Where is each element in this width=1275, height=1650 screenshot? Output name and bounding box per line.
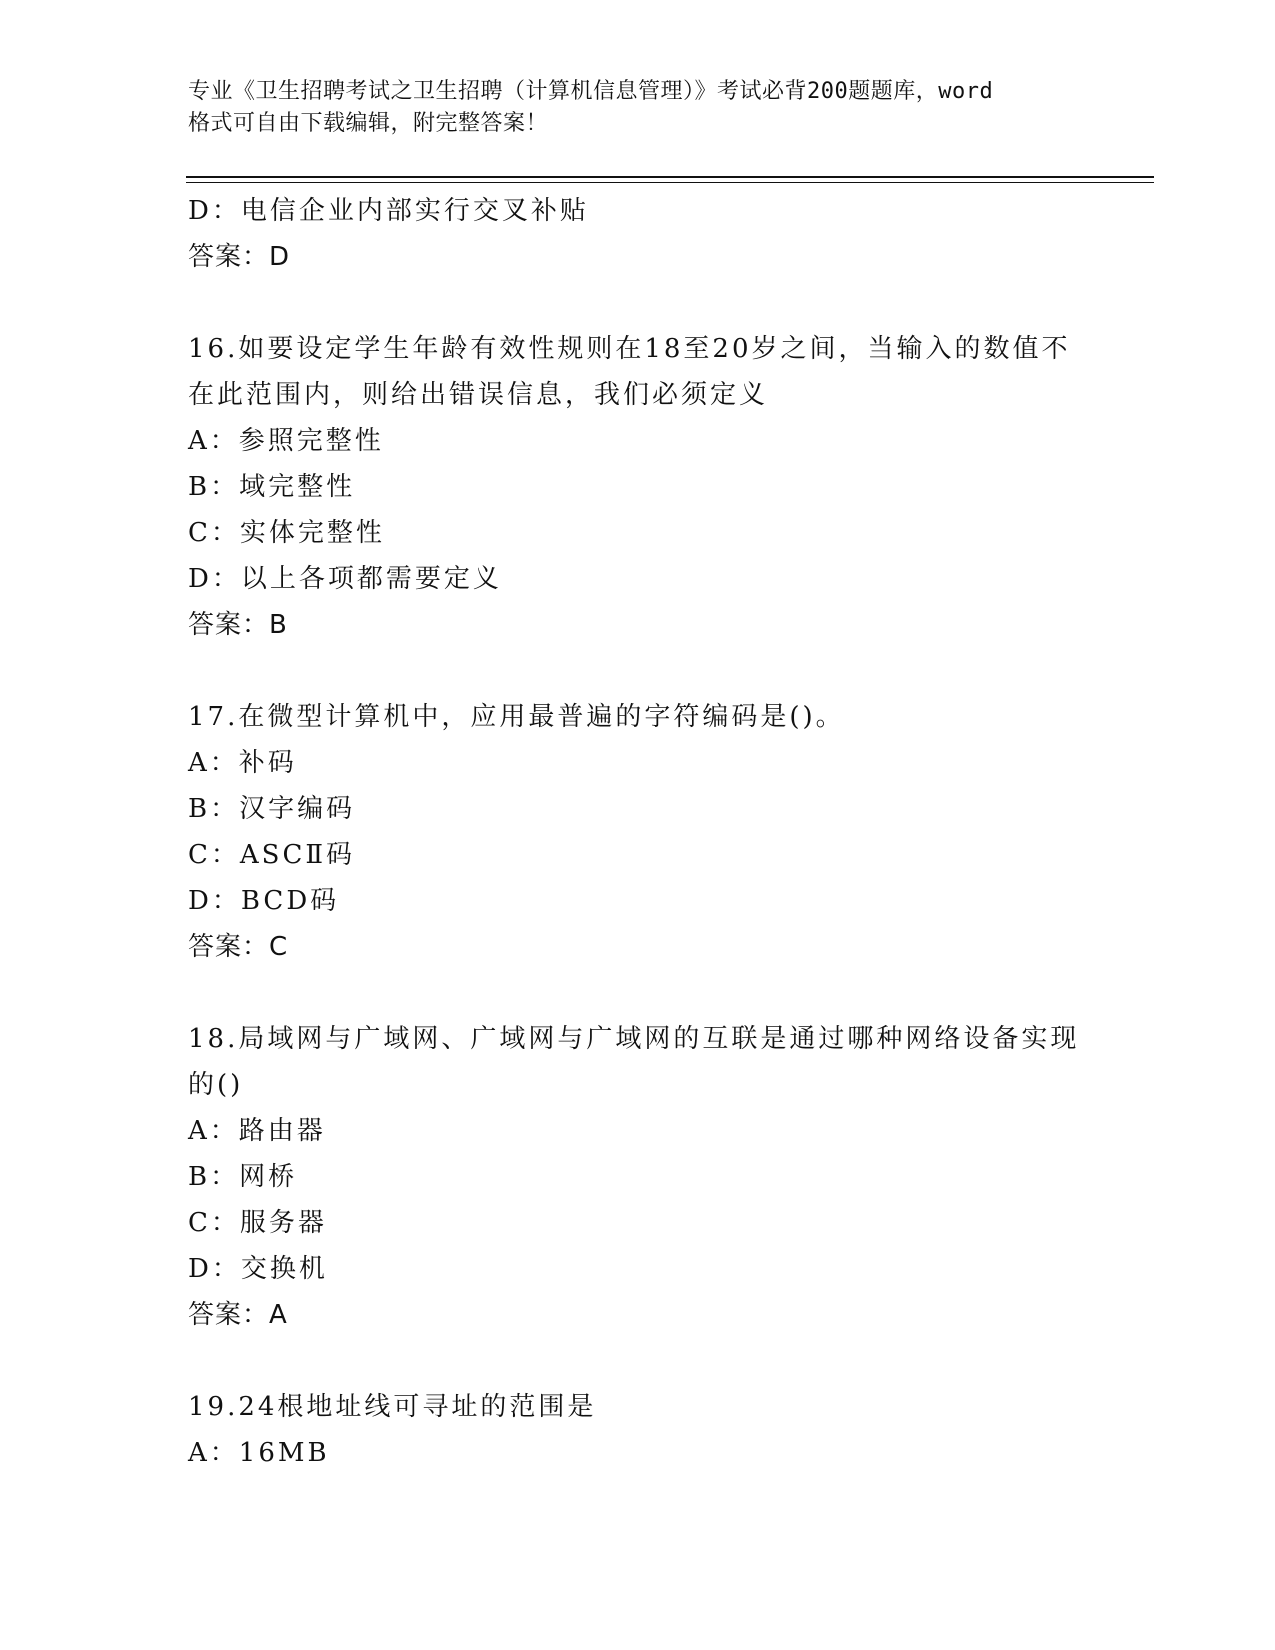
answer-line: 答案：A	[188, 1300, 288, 1330]
question-stem-line: 16.如要设定学生年龄有效性规则在18至20岁之间，当输入的数值不	[188, 334, 1071, 364]
option-a: A：路由器	[188, 1116, 326, 1146]
option-a: A：16MB	[188, 1438, 330, 1468]
header-divider-thick	[186, 176, 1154, 178]
question-19	[188, 1384, 1088, 1476]
answer-line: 答案：D	[188, 242, 291, 272]
answer-line: 答案：C	[188, 932, 289, 962]
question-16	[188, 326, 1088, 648]
spacer	[188, 648, 1088, 694]
option-a: A：补码	[188, 748, 297, 778]
spacer	[188, 970, 1088, 1016]
question-stem-line: 的()	[188, 1070, 244, 1100]
option-c: C：服务器	[188, 1208, 327, 1238]
option-c: C：实体完整性	[188, 518, 385, 548]
question-17	[188, 694, 1088, 970]
option-c: C：ASCⅡ码	[188, 840, 356, 870]
header-line-2: 格式可自由下载编辑，附完整答案！	[188, 111, 549, 136]
question-stem-line: 18.局域网与广域网、广域网与广域网的互联是通过哪种网络设备实现	[188, 1024, 1080, 1054]
prev-question-tail	[188, 188, 1088, 280]
question-list	[188, 188, 1088, 1476]
question-stem-line: 17.在微型计算机中，应用最普遍的字符编码是()。	[188, 702, 845, 732]
option-b: B：网桥	[188, 1162, 298, 1192]
option-d: D：BCD码	[188, 886, 340, 916]
option-d: D：交换机	[188, 1254, 328, 1284]
question-18	[188, 1016, 1088, 1338]
option-d: D：以上各项都需要定义	[188, 564, 502, 594]
option-a: A：参照完整性	[188, 426, 384, 456]
option-d: D：电信企业内部实行交叉补贴	[188, 196, 589, 226]
header-line-1: 专业《卫生招聘考试之卫生招聘（计算机信息管理）》考试必背200题题库，word	[188, 79, 994, 104]
document-header	[188, 76, 1088, 140]
spacer	[188, 1338, 1088, 1384]
question-stem-line: 在此范围内，则给出错误信息，我们必须定义	[188, 380, 769, 410]
option-b: B：汉字编码	[188, 794, 356, 824]
spacer	[188, 280, 1088, 326]
answer-line: 答案：B	[188, 610, 288, 640]
option-b: B：域完整性	[188, 472, 356, 502]
question-stem-line: 19.24根地址线可寻址的范围是	[188, 1392, 597, 1422]
header-divider-thin	[186, 182, 1154, 183]
